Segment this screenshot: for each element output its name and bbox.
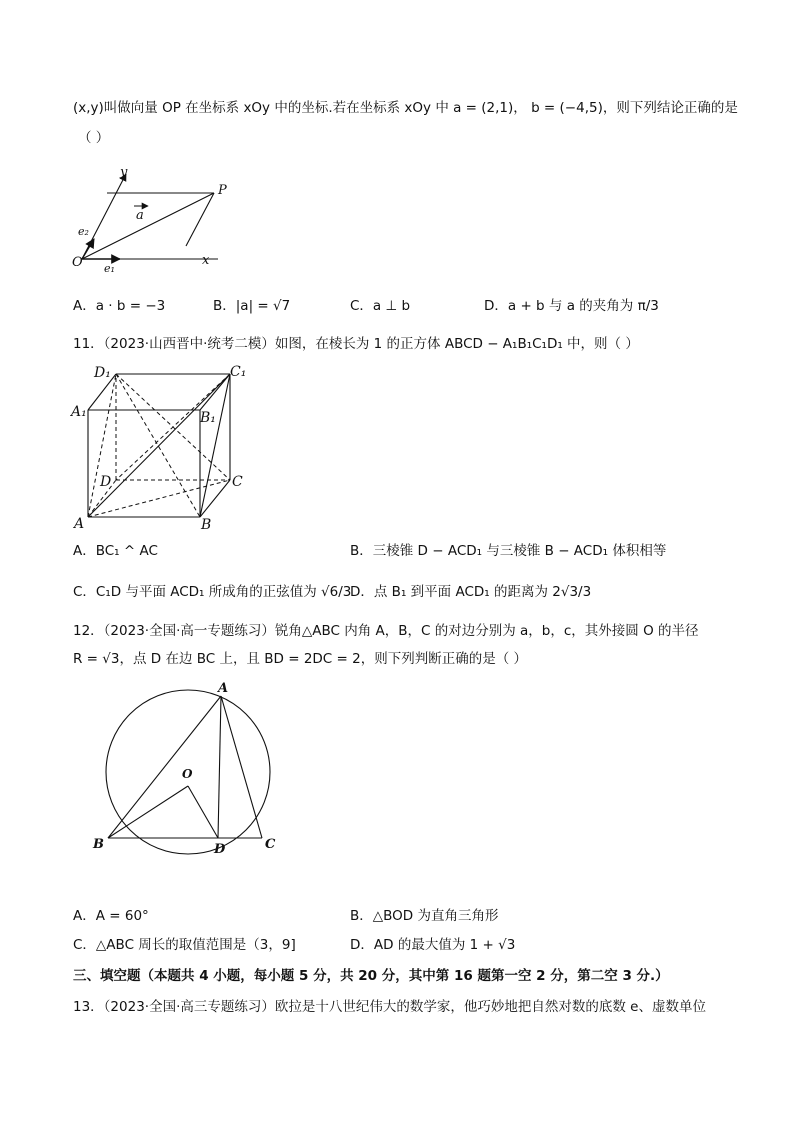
label-d1: D₁ [94,365,111,381]
q12-circle-figure [88,676,288,862]
label-d: D [214,842,226,857]
label-e1: e₁ [104,262,115,275]
q12-option-b: B．△BOD 为直角三角形 [350,908,499,924]
q13-stem: 13．（2023·全国·高三专题练习）欧拉是十八世纪伟大的数学家，他巧妙地把自然对数的底数 e、虚数单位 [73,999,706,1015]
q10-option-d: D．a + b 与 a 的夹角为 π/3 [484,298,659,314]
q12-option-a: A．A = 60° [73,908,149,924]
q11-option-d: D．点 B₁ 到平面 ACD₁ 的距离为 2√3/3 [350,584,592,600]
diag-b-c1 [200,374,230,517]
label-c1: C₁ [230,364,247,380]
label-a1: A₁ [71,404,87,420]
y-axis [82,174,126,259]
label-o: O [72,255,83,270]
side-a-b [108,696,221,838]
diag-d1-b [116,374,200,517]
segment-a-d [218,696,221,838]
label-o: O [182,767,193,781]
diag-a-d1 [88,374,116,517]
label-b1: B₁ [200,410,216,426]
side-a-c [221,696,262,838]
segment-o-b [108,786,188,838]
label-p: P [218,183,227,198]
edge-b-c [200,480,230,517]
label-d: D [100,474,112,490]
q12-stem-line1: 12．（2023·全国·高一专题练习）锐角△ABC 内角 A，B，C 的对边分别为 a，b，c，其外接圆 O 的半径 [73,623,699,639]
segment-o-d [188,786,218,838]
label-b: B [93,837,104,852]
label-e2: e₂ [78,225,89,238]
q11-cube-figure [70,362,250,532]
section3-heading: 三、填空题（本题共 4 小题，每小题 5 分，共 20 分，其中第 16 题第一空 2 分，第二空 3 分.） [73,968,669,984]
label-x: x [202,253,210,268]
q10-stem-line2: （ ） [78,130,110,146]
vector-a-line [82,193,214,259]
diag-a-c1 [88,374,230,517]
q10-vector-figure [68,160,238,275]
label-b: B [201,517,212,532]
label-a: a [136,208,144,223]
q10-stem-line1: (x,y)叫做向量 OP 在坐标系 xOy 中的坐标.若在坐标系 xOy 中 a = (2,1)， b = (−4,5)，则下列结论正确的是 [73,100,738,116]
label-c: C [232,474,243,490]
label-a: A [218,681,229,696]
q10-option-a: A．a · b = −3 [73,298,166,314]
q11-option-b: B．三棱锥 D − ACD₁ 与三棱锥 B − ACD₁ 体积相等 [350,543,667,559]
label-y: y [120,165,128,180]
q11-option-a: A．BC₁ ^ AC [73,543,158,559]
q12-stem-line2: R = √3，点 D 在边 BC 上，且 BD = 2DC = 2，则下列判断正确的是（ ） [73,651,528,667]
q12-option-c: C．△ABC 周长的取值范围是（3，9] [73,937,296,953]
edge-b1-c1 [200,374,230,410]
q11-option-c: C．C₁D 与平面 ACD₁ 所成角的正弦值为 √6/3 [73,584,352,600]
label-c: C [265,837,276,852]
label-a: A [74,516,85,532]
q10-option-c: C．a ⊥ b [350,298,411,314]
q10-option-b: B．|a| = √7 [213,298,291,314]
q11-stem: 11．（2023·山西晋中·统考二模）如图，在棱长为 1 的正方体 ABCD − A₁B₁C₁D₁ 中，则（ ） [73,336,639,352]
parallelogram-right [186,193,214,246]
q12-option-d: D．AD 的最大值为 1 + √3 [350,937,516,953]
